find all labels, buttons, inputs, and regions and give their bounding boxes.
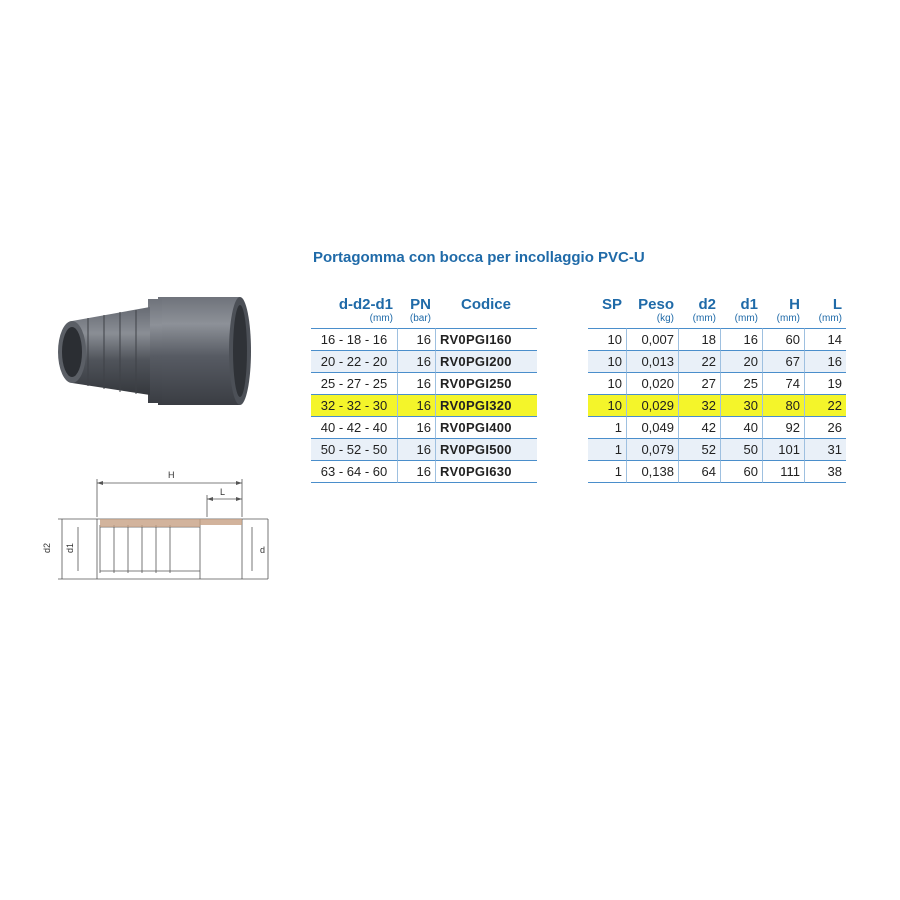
cell-dimensions: 25 - 27 - 25	[311, 372, 397, 394]
d-label: d	[260, 545, 266, 555]
cell-d1: 16	[720, 328, 762, 350]
d2-label: d2	[42, 542, 52, 553]
cell-pn: 16	[397, 416, 435, 438]
cell-code: RV0PGI160	[435, 328, 537, 350]
cell-peso: 0,138	[626, 460, 678, 483]
cell-peso: 0,007	[626, 328, 678, 350]
cell-pn: 16	[397, 328, 435, 350]
table-row	[588, 328, 846, 350]
cell-d1: 40	[720, 416, 762, 438]
header-codice: Codice	[460, 296, 511, 313]
unit-d2: (mm)	[692, 313, 716, 324]
table-row	[588, 350, 846, 372]
header-d1: d1	[740, 296, 758, 313]
cell-peso: 0,029	[626, 394, 678, 416]
specs-table	[588, 293, 846, 483]
dimensions-table	[311, 293, 537, 483]
header-h: H	[789, 296, 800, 313]
cell-code: RV0PGI200	[435, 350, 537, 372]
cell-h: 92	[762, 416, 804, 438]
cell-d1: 50	[720, 438, 762, 460]
header-pn: PN	[410, 296, 431, 313]
cell-code: RV0PGI320	[435, 394, 537, 416]
cell-peso: 0,013	[626, 350, 678, 372]
table-row	[311, 350, 537, 372]
cell-sp: 10	[588, 350, 626, 372]
cell-d2: 64	[678, 460, 720, 483]
cell-d2: 42	[678, 416, 720, 438]
cell-code: RV0PGI500	[435, 438, 537, 460]
cell-sp: 10	[588, 328, 626, 350]
product-title: Portagomma con bocca per incollaggio PVC-U	[313, 249, 645, 266]
cell-d2: 52	[678, 438, 720, 460]
cell-dimensions: 32 - 32 - 30	[311, 394, 397, 416]
unit-mm: (mm)	[369, 313, 393, 324]
d1-label: d1	[65, 542, 75, 553]
cell-sp: 10	[588, 394, 626, 416]
cell-l: 38	[804, 460, 846, 483]
unit-l: (mm)	[818, 313, 842, 324]
cell-pn: 16	[397, 394, 435, 416]
header-d-d2-d1: d-d2-d1	[338, 296, 393, 313]
header-peso: Peso	[638, 296, 674, 313]
cell-sp: 1	[588, 460, 626, 483]
cell-h: 80	[762, 394, 804, 416]
cell-l: 16	[804, 350, 846, 372]
cell-h: 101	[762, 438, 804, 460]
cell-d2: 27	[678, 372, 720, 394]
cell-h: 111	[762, 460, 804, 483]
cell-l: 26	[804, 416, 846, 438]
header-l: L	[832, 296, 842, 313]
unit-bar: (bar)	[409, 313, 431, 324]
cell-h: 74	[762, 372, 804, 394]
technical-drawing	[40, 465, 280, 595]
fitting-photo	[50, 283, 255, 433]
l-label: L	[220, 487, 226, 497]
cell-pn: 16	[397, 350, 435, 372]
table-row	[311, 328, 537, 350]
table-row	[311, 394, 537, 416]
table-row	[311, 372, 537, 394]
cell-pn: 16	[397, 372, 435, 394]
table-row	[311, 438, 537, 460]
unit-kg: (kg)	[656, 313, 674, 324]
unit-sp	[588, 313, 626, 328]
cell-dimensions: 50 - 52 - 50	[311, 438, 397, 460]
cell-peso: 0,049	[626, 416, 678, 438]
table-row	[311, 416, 537, 438]
cell-peso: 0,020	[626, 372, 678, 394]
cell-d1: 20	[720, 350, 762, 372]
cell-sp: 10	[588, 372, 626, 394]
cell-dimensions: 16 - 18 - 16	[311, 328, 397, 350]
cell-pn: 16	[397, 438, 435, 460]
cell-pn: 16	[397, 460, 435, 483]
cell-d2: 32	[678, 394, 720, 416]
unit-d1: (mm)	[734, 313, 758, 324]
cell-code: RV0PGI400	[435, 416, 537, 438]
cell-d1: 60	[720, 460, 762, 483]
cell-dimensions: 40 - 42 - 40	[311, 416, 397, 438]
cell-d2: 22	[678, 350, 720, 372]
cell-code: RV0PGI250	[435, 372, 537, 394]
cell-l: 14	[804, 328, 846, 350]
table-row	[588, 372, 846, 394]
unit-empty	[435, 313, 537, 328]
unit-h: (mm)	[776, 313, 800, 324]
cell-dimensions: 20 - 22 - 20	[311, 350, 397, 372]
cell-sp: 1	[588, 438, 626, 460]
table-row	[588, 394, 846, 416]
cell-h: 60	[762, 328, 804, 350]
header-d2: d2	[698, 296, 716, 313]
cell-h: 67	[762, 350, 804, 372]
cell-d1: 25	[720, 372, 762, 394]
cell-sp: 1	[588, 416, 626, 438]
cell-d1: 30	[720, 394, 762, 416]
h-label: H	[168, 470, 175, 480]
cell-dimensions: 63 - 64 - 60	[311, 460, 397, 483]
table-row	[588, 438, 846, 460]
cell-l: 22	[804, 394, 846, 416]
cell-peso: 0,079	[626, 438, 678, 460]
cell-code: RV0PGI630	[435, 460, 537, 483]
table-row	[311, 460, 537, 483]
table-row	[588, 460, 846, 483]
header-sp: SP	[601, 296, 622, 313]
cell-d2: 18	[678, 328, 720, 350]
table-row	[588, 416, 846, 438]
cell-l: 31	[804, 438, 846, 460]
cell-l: 19	[804, 372, 846, 394]
